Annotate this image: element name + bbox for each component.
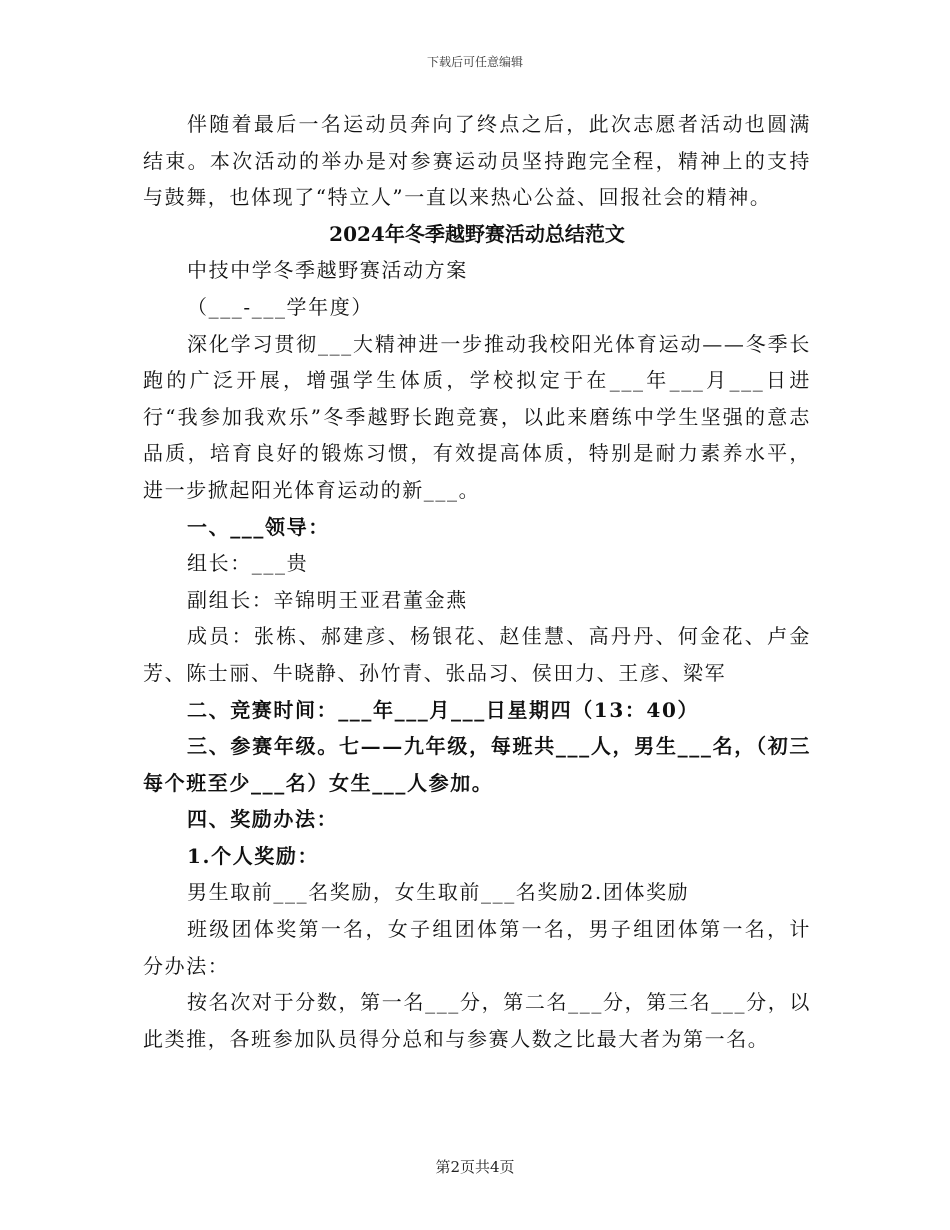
document-title: 2024年冬季越野赛活动总结范文 xyxy=(329,221,625,246)
page-footer: 第2页共4页 xyxy=(435,1158,515,1176)
individual-award-heading: 1.个人奖励： xyxy=(187,843,320,868)
plan-title: 中技中学冬季越野赛活动方案 xyxy=(187,258,468,283)
page-header: 下载后可任意编辑 xyxy=(426,55,523,69)
document-body xyxy=(143,106,811,1057)
section-4-heading: 四、奖励办法： xyxy=(187,807,339,832)
leader-line: 组长：___贵 xyxy=(187,551,309,576)
intro-paragraph: 伴随着最后一名运动员奔向了终点之后，此次志愿者活动也圆满结束。本次活动的举办是对参赛运动员坚持跑完全程，精神上的支持与鼓舞，也体现了“特立人”一直以来热心公益、回报社会的精神。 xyxy=(143,112,811,210)
section-2-heading: 二、竞赛时间：___年___月___日星期四（13：40） xyxy=(187,697,700,722)
members-paragraph: 成员：张栋、郝建彦、杨银花、赵佳慧、高丹丹、何金花、卢金芳、陈士丽、牛晓静、孙竹青、张品习、侯田力、王彦、梁军 xyxy=(143,624,811,685)
section-1-heading: 一、___领导： xyxy=(187,514,330,539)
team-award-text: 班级团体奖第一名，女子组团体第一名，男子组团体第一名，计分办法： xyxy=(143,917,811,978)
vice-leader-line: 副组长：辛锦明王亚君董金燕 xyxy=(187,587,468,612)
individual-award-text: 男生取前___名奖励，女生取前___名奖励2.团体奖励 xyxy=(187,880,690,905)
section-3-heading: 三、参赛年级。七——九年级，每班共___人，男生___名，（初三每个班至少___名）女生___人参加。 xyxy=(143,734,811,795)
scoring-text: 按名次对于分数，第一名___分，第二名___分，第三名___分，以此类推，各班参加队员得分总和与参赛人数之比最大者为第一名。 xyxy=(143,990,811,1051)
school-year: （___-___学年度） xyxy=(187,294,373,319)
purpose-paragraph: 深化学习贯彻___大精神进一步推动我校阳光体育运动——冬季长跑的广泛开展，增强学生体质，学校拟定于在___年___月___日进行“我参加我欢乐”冬季越野长跑竞赛，以此来磨练中学生坚强的意志品质，培育良好的锻炼习惯，有效提高体质，特别是耐力素养水平，进一步掀起阳光体育运动的新___。 xyxy=(143,331,811,502)
